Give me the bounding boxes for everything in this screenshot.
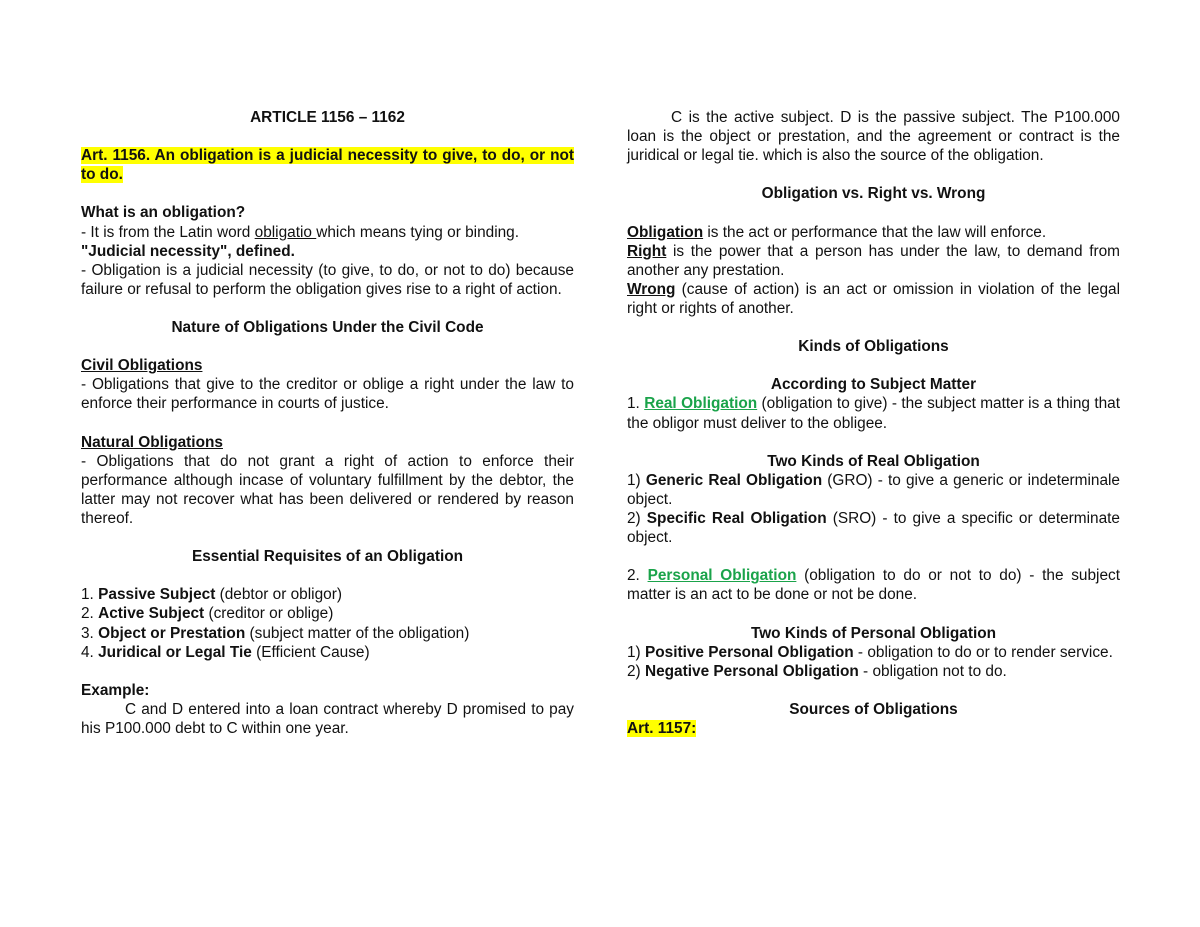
requisite-item: 1. Passive Subject (debtor or obligor)	[81, 586, 342, 604]
real-obligation-paragraph: 1. Real Obligation (obligation to give) - the subject matter is a thing that the obligor must deliver to the obligee.	[627, 395, 1120, 432]
requisite-item: 3. Object or Prestation (subject matter of the obligation)	[81, 624, 470, 642]
requisite-item: 4. Juridical or Legal Tie (Efficient Cause)	[81, 643, 370, 661]
natural-obligations-heading: Natural Obligations	[81, 433, 223, 451]
personal-obligation-term: Personal Obligation	[647, 567, 797, 585]
requisite-item: 2. Active Subject (creditor or oblige)	[81, 605, 334, 623]
latin-origin-paragraph: - It is from the Latin word obligatio which means tying or binding.	[81, 223, 520, 241]
judicial-necessity-text: - Obligation is a judicial necessity (to give, to do, or not to do) because failure or refusal to perform the obligation gives rise to a right of action.	[81, 261, 574, 298]
art-1157-paragraph	[627, 719, 1120, 738]
obligation-right-wrong-heading: Obligation vs. Right vs. Wrong	[761, 185, 986, 203]
subject-matter-heading: According to Subject Matter	[770, 376, 977, 394]
kinds-heading: Kinds of Obligations	[798, 338, 949, 356]
what-is-obligation-heading: What is an obligation?	[81, 204, 246, 222]
art-1156-paragraph	[81, 146, 574, 184]
latin-word: obligatio	[254, 223, 317, 241]
specific-real-obligation: 2) Specific Real Obligation (SRO) - to give a specific or determinate object.	[627, 509, 1120, 547]
two-kinds-personal-heading: Two Kinds of Personal Obligation	[750, 624, 997, 642]
negative-personal-obligation: 2) Negative Personal Obligation - obligation not to do.	[627, 662, 1007, 680]
two-kinds-real-heading: Two Kinds of Real Obligation	[767, 452, 980, 470]
personal-obligation-paragraph: 2. Personal Obligation (obligation to do or not to do) - the subject matter is an act to be done or not be done.	[627, 567, 1120, 604]
right-column	[627, 108, 1120, 738]
real-obligation-term: Real Obligation	[644, 395, 758, 413]
sources-heading: Sources of Obligations	[789, 700, 958, 718]
example-continuation: C is the active subject. D is the passive subject. The P100.000 loan is the object or prestation, and the agreement or contract is the juridical or legal tie. which is also the source of the obligation.	[627, 109, 1120, 165]
nature-heading: Nature of Obligations Under the Civil Code	[171, 319, 484, 337]
positive-personal-obligation: 1) Positive Personal Obligation - obligation to do or to render service.	[627, 643, 1113, 661]
left-column	[81, 108, 574, 738]
obligation-definition: Obligation is the act or performance that the law will enforce.	[627, 223, 1047, 241]
example-text: C and D entered into a loan contract whereby D promised to pay his P100.000 debt to C within one year.	[81, 700, 574, 737]
generic-real-obligation: 1) Generic Real Obligation (GRO) - to give a generic or indeterminale object.	[627, 471, 1120, 508]
civil-obligations-heading: Civil Obligations	[81, 357, 203, 375]
art-1156-highlight: Art. 1156. An obligation is a judicial necessity to give, to do, or not to do.	[81, 147, 574, 184]
civil-obligations-text: - Obligations that give to the creditor or oblige a right under the law to enforce their performance in courts of justice.	[81, 376, 574, 413]
art-1157-highlight: Art. 1157:	[627, 720, 697, 737]
natural-obligations-text: - Obligations that do not grant a right of action to enforce their performance although incase of voluntary fulfillment by the debtor, the latter may not recover what has been delivered or rendered by reason thereof.	[81, 452, 574, 527]
article-title: ARTICLE 1156 – 1162	[250, 109, 405, 126]
wrong-definition: Wrong (cause of action) is an act or omission in violation of the legal right or rights of another.	[627, 280, 1120, 317]
right-definition: Right is the power that a person has under the law, to demand from another any prestation.	[627, 242, 1120, 279]
judicial-necessity-heading: "Judicial necessity", defined.	[81, 242, 295, 260]
example-heading: Example:	[81, 681, 150, 699]
essential-requisites-heading: Essential Requisites of an Obligation	[191, 548, 464, 566]
